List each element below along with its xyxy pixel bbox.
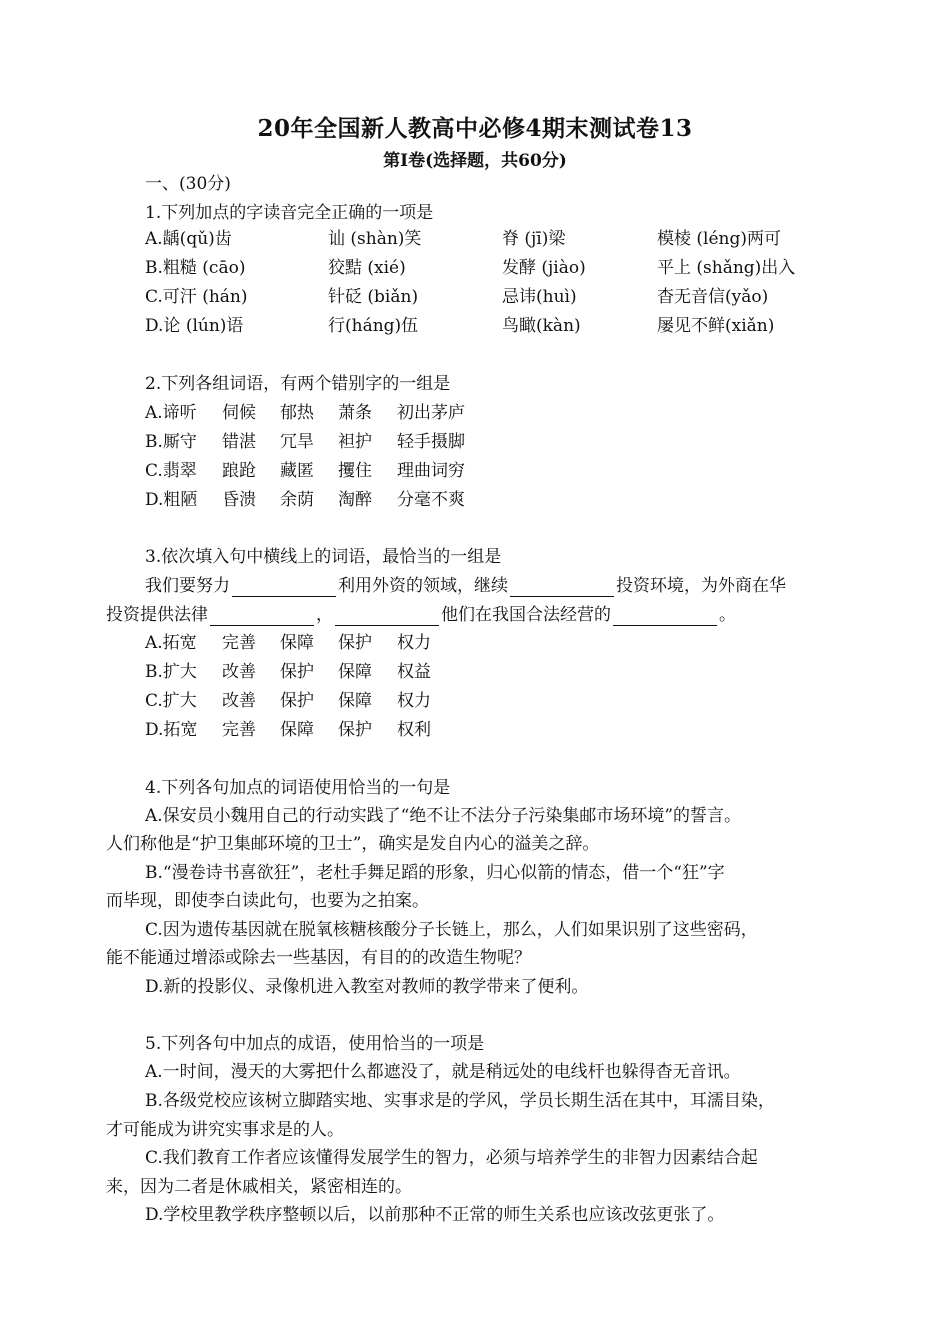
q2-option-a-5: 初出茅庐 xyxy=(397,403,465,423)
q1-option-a-2: 讪 (shàn)笑 xyxy=(328,229,422,249)
q2-option-a-4: 萧条 xyxy=(338,403,372,423)
q3-blank-2 xyxy=(510,578,614,597)
q2-option-c-2: 踉跄 xyxy=(222,461,256,481)
q2-option-c-1: C.翡翠 xyxy=(145,461,197,481)
q2-option-d-3: 余荫 xyxy=(280,490,314,510)
q1-option-c-3: 忌讳(huì) xyxy=(502,287,577,307)
q1-option-c-2: 针砭 (biǎn) xyxy=(328,287,419,307)
q1-option-c-4: 杳无音信(yǎo) xyxy=(657,287,769,307)
q4-option-a-line-2: 人们称他是“护卫集邮环境的卫士”，确实是发自内心的溢美之辞。 xyxy=(106,834,600,854)
q3-option-a-2: 完善 xyxy=(222,633,256,653)
q2-option-b-4: 袒护 xyxy=(338,432,372,452)
q1-option-c-1: C.可汗 (hán) xyxy=(145,287,248,307)
q3-option-c-3: 保护 xyxy=(280,691,314,711)
q3-sentence-line-1 xyxy=(145,575,786,597)
q3-option-a-3: 保障 xyxy=(280,633,314,653)
q3-option-b-5: 权益 xyxy=(397,662,431,682)
q1-option-a-1: A.龋(qǔ)齿 xyxy=(145,229,232,249)
q3-option-a-5: 权力 xyxy=(397,633,431,653)
q3-blank-1 xyxy=(232,578,336,597)
q5-option-c-line-1: C.我们教育工作者应该懂得发展学生的智力，必须与培养学生的非智力因素结合起 xyxy=(145,1148,758,1168)
q4-option-a-line-1: A.保安员小魏用自己的行动实践了“绝不让不法分子污染集邮市场环境”的誓言。 xyxy=(145,806,742,826)
q1-option-d-2: 行(háng)伍 xyxy=(328,316,419,336)
q3-blank-5 xyxy=(613,607,717,626)
q3-option-c-1: C.扩大 xyxy=(145,691,197,711)
q3-blank-4 xyxy=(335,607,439,626)
page-subtitle: 第Ⅰ卷(选择题，共60分) xyxy=(383,151,567,171)
q2-option-c-5: 理曲词穷 xyxy=(397,461,465,481)
q2-option-a-2: 伺候 xyxy=(222,403,256,423)
q2-option-c-4: 攫住 xyxy=(338,461,372,481)
q3-option-d-3: 保障 xyxy=(280,720,314,740)
question-5-stem: 5.下列各句中加点的成语，使用恰当的一项是 xyxy=(145,1034,485,1054)
question-3-stem: 3.依次填入句中横线上的词语，最恰当的一组是 xyxy=(145,547,502,567)
question-4-stem: 4.下列各句加点的词语使用恰当的一句是 xyxy=(145,778,451,798)
q2-option-c-3: 藏匿 xyxy=(280,461,314,481)
q3-option-d-5: 权利 xyxy=(397,720,431,740)
q3-option-a-1: A.拓宽 xyxy=(145,633,197,653)
q2-option-a-3: 郁热 xyxy=(280,403,314,423)
q3-option-d-4: 保护 xyxy=(338,720,372,740)
q1-option-a-3: 脊 (jī)梁 xyxy=(502,229,566,249)
q3-text: ， xyxy=(316,605,333,625)
q3-option-b-4: 保障 xyxy=(338,662,372,682)
q3-text: 利用外资的领域，继续 xyxy=(338,576,508,596)
q3-option-d-2: 完善 xyxy=(222,720,256,740)
q2-option-b-2: 错湛 xyxy=(222,432,256,452)
q3-text: 。 xyxy=(719,605,736,625)
q5-option-c-line-2: 来，因为二者是休戚相关，紧密相连的。 xyxy=(106,1177,412,1197)
q3-text: 我们要努力 xyxy=(145,576,230,596)
q2-option-b-3: 冗旱 xyxy=(280,432,314,452)
question-2-stem: 2.下列各组词语，有两个错别字的一组是 xyxy=(145,374,451,394)
q3-option-b-3: 保护 xyxy=(280,662,314,682)
q2-option-d-5: 分毫不爽 xyxy=(397,490,465,510)
q1-option-d-3: 鸟瞰(kàn) xyxy=(502,316,581,336)
q1-option-b-2: 狡黠 (xié) xyxy=(328,258,406,278)
q4-option-d-line-1: D.新的投影仪、录像机进入教室对教师的教学带来了便利。 xyxy=(145,977,589,997)
q5-option-d-line-1: D.学校里教学秩序整顿以后，以前那种不正常的师生关系也应该改弦更张了。 xyxy=(145,1205,725,1225)
q3-option-a-4: 保护 xyxy=(338,633,372,653)
q3-option-c-4: 保障 xyxy=(338,691,372,711)
q3-option-c-2: 改善 xyxy=(222,691,256,711)
q3-text: 投资提供法律 xyxy=(106,605,208,625)
q3-text: 投资环境，为外商在华 xyxy=(616,576,786,596)
q3-text: 他们在我国合法经营的 xyxy=(441,605,611,625)
q5-option-b-line-2: 才可能成为讲究实事求是的人。 xyxy=(106,1120,344,1140)
q5-option-b-line-1: B.各级党校应该树立脚踏实地、实事求是的学风，学员长期生活在其中，耳濡目染， xyxy=(145,1091,775,1111)
q3-option-c-5: 权力 xyxy=(397,691,431,711)
q2-option-d-4: 淘醉 xyxy=(338,490,372,510)
q5-option-a-line-1: A.一时间，漫天的大雾把什么都遮没了，就是稍远处的电线杆也躲得杳无音讯。 xyxy=(145,1062,741,1082)
q3-option-d-1: D.拓宽 xyxy=(145,720,198,740)
q3-sentence-line-2 xyxy=(106,604,736,626)
q1-option-b-1: B.粗糙 (cāo) xyxy=(145,258,246,278)
q3-blank-3 xyxy=(210,607,314,626)
q3-option-b-1: B.扩大 xyxy=(145,662,197,682)
q2-option-a-1: A.谛听 xyxy=(145,403,197,423)
q4-option-b-line-1: B.“漫卷诗书喜欲狂”，老杜手舞足蹈的形象，归心似箭的情态，借一个“狂”字 xyxy=(145,863,725,883)
q1-option-b-4: 平上 (shǎng)出入 xyxy=(657,258,796,278)
section-heading: 一、(30分) xyxy=(145,174,231,194)
page-title: 20年全国新人教高中必修4期末测试卷13 xyxy=(257,115,693,142)
q1-option-d-4: 屡见不鲜(xiǎn) xyxy=(657,316,775,336)
q3-option-b-2: 改善 xyxy=(222,662,256,682)
q4-option-b-line-2: 而毕现，即使李白读此句，也要为之拍案。 xyxy=(106,891,429,911)
q4-option-c-line-2: 能不能通过增添或除去一些基因，有目的的改造生物呢？ xyxy=(106,948,531,968)
q4-option-c-line-1: C.因为遗传基因就在脱氧核糖核酸分子长链上，那么，人们如果识别了这些密码， xyxy=(145,920,758,940)
q1-option-d-1: D.论 (lún)语 xyxy=(145,316,244,336)
q1-option-b-3: 发酵 (jiào) xyxy=(502,258,586,278)
q2-option-d-1: D.粗陋 xyxy=(145,490,198,510)
q1-option-a-4: 模棱 (léng)两可 xyxy=(657,229,781,249)
q2-option-d-2: 昏溃 xyxy=(222,490,256,510)
q2-option-b-5: 轻手摄脚 xyxy=(397,432,465,452)
q2-option-b-1: B.厮守 xyxy=(145,432,197,452)
question-1-stem: 1.下列加点的字读音完全正确的一项是 xyxy=(145,203,434,223)
